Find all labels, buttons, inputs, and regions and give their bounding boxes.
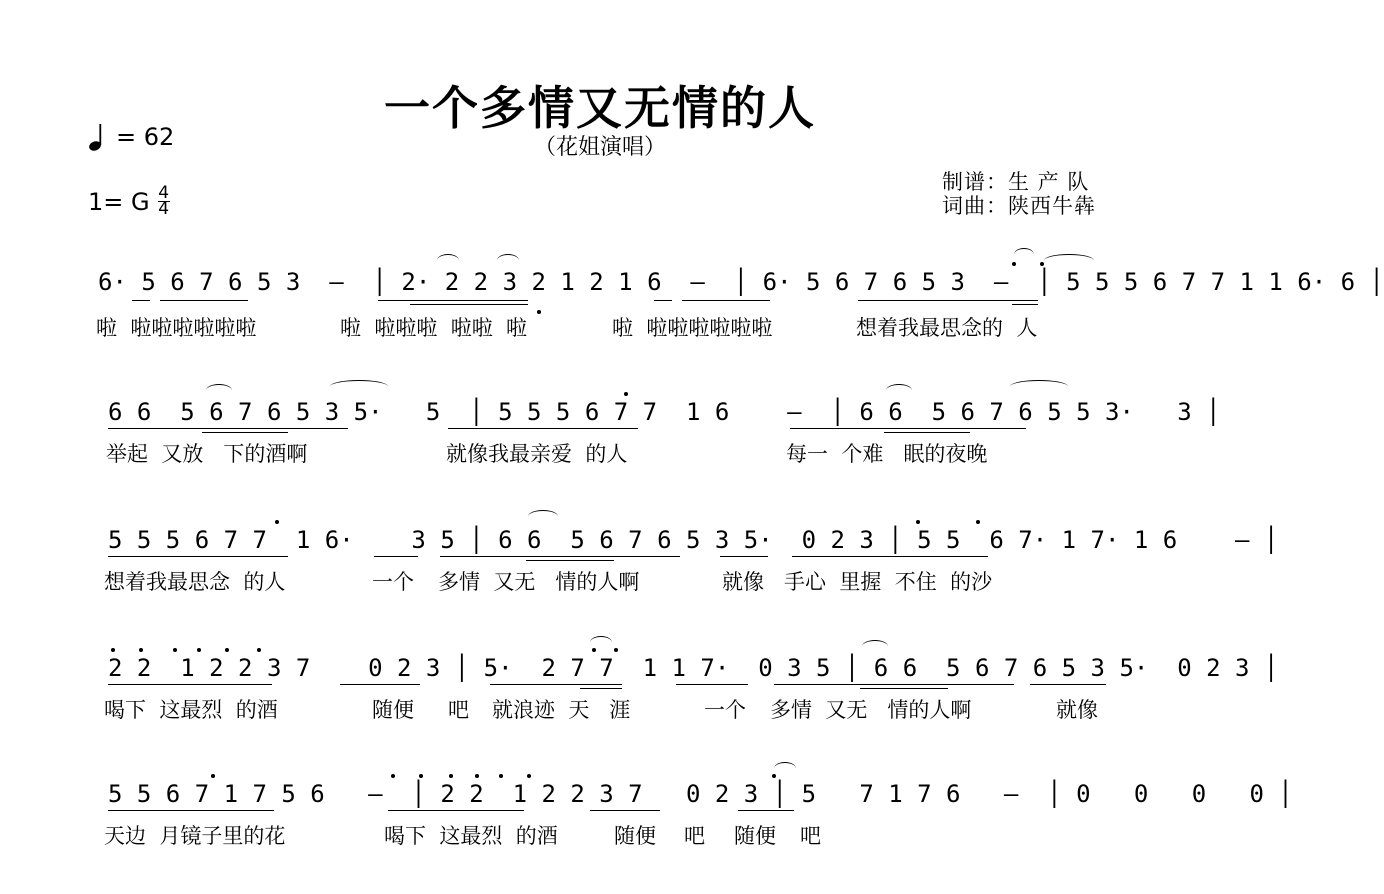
slur — [886, 384, 912, 397]
high-octave-dot — [1040, 262, 1044, 266]
lyric-line-4-phrase-3: 吧 — [448, 698, 469, 722]
lyric-line-3-phrase-3: 多情 又无 情的人啊 — [438, 570, 640, 594]
lyric-line-5-phrase-6: 吧 — [800, 824, 821, 848]
credit-lyrics: 词曲：陕西牛犇 — [942, 194, 1096, 218]
high-octave-dot — [592, 648, 596, 652]
beam — [340, 684, 420, 685]
high-octave-dot — [139, 648, 143, 652]
time-signature-top: 4 — [158, 183, 170, 203]
tempo-value: = 62 — [116, 123, 175, 151]
high-octave-dot — [449, 774, 453, 778]
time-signature-bottom: 4 — [158, 199, 170, 219]
beam — [590, 810, 660, 811]
high-octave-dot — [419, 774, 423, 778]
slur — [862, 640, 888, 653]
lyric-line-3-phrase-1: 想着我最思念 的人 — [104, 570, 286, 594]
beam — [202, 432, 288, 433]
slur — [528, 510, 558, 523]
beam — [108, 556, 288, 557]
tempo-marking — [88, 122, 174, 152]
slur — [774, 762, 796, 775]
lyric-line-5-phrase-4: 吧 — [684, 824, 705, 848]
key-signature — [88, 183, 170, 219]
beam — [410, 304, 528, 305]
lyric-line-4-phrase-7: 就像 — [1056, 698, 1098, 722]
lyric-line-4-phrase-6: 多情 又无 情的人啊 — [770, 698, 972, 722]
beam — [108, 428, 348, 429]
beam — [374, 556, 418, 557]
high-octave-dot — [1012, 262, 1016, 266]
lyric-line-4-phrase-4: 就浪迹 天 涯 — [492, 698, 631, 722]
beam — [440, 556, 680, 557]
beam — [160, 300, 248, 301]
notes-line-1: 6· 5 6 7 6 5 3 – │ 2· 2 2 3 2 1 2 1 6 – │ 6· 5 6 7 6 5 3 – │ 5 5 5 6 7 7 1 1 6· 6 │ — [98, 268, 1384, 296]
beam — [792, 556, 988, 557]
high-octave-dot — [527, 774, 531, 778]
beam — [884, 432, 970, 433]
slur — [437, 254, 459, 267]
slur — [1014, 248, 1034, 261]
lyric-line-2-phrase-1: 举起 又放 下的酒啊 — [106, 442, 308, 466]
score-line-5 — [0, 774, 1293, 894]
beam — [860, 688, 948, 689]
beam — [1030, 684, 1106, 685]
high-octave-dot — [475, 774, 479, 778]
song-title: 一个多情又无情的人 — [384, 81, 816, 135]
quarter-note-icon — [88, 122, 106, 152]
high-octave-dot — [614, 648, 618, 652]
high-octave-dot — [916, 520, 920, 524]
beam — [720, 556, 768, 557]
high-octave-dot — [197, 648, 201, 652]
high-octave-dot — [225, 648, 229, 652]
beam — [132, 300, 150, 301]
high-octave-dot — [111, 648, 115, 652]
high-octave-dot — [499, 774, 503, 778]
beam — [388, 810, 524, 811]
lyric-line-5-phrase-3: 随便 — [614, 824, 656, 848]
notes-line-5: 5 5 6 7 1 7 5 6 – │ 2 2 1 2 2 3 7 0 2 3 │ 5 7 1 7 6 – │ 0 0 0 0 │ — [108, 780, 1293, 808]
singer-subtitle: （花姐演唱） — [533, 135, 666, 160]
score-line-3 — [0, 520, 1279, 640]
slur — [206, 384, 232, 397]
lyric-line-4-phrase-2: 随便 — [372, 698, 414, 722]
beam — [1012, 304, 1038, 305]
high-octave-dot — [173, 648, 177, 652]
tie — [330, 380, 388, 393]
credits — [942, 170, 1096, 218]
beam — [774, 684, 1014, 685]
tie — [1010, 380, 1068, 393]
lyric-line-2-phrase-3: 每一 个难 眠的夜晚 — [786, 442, 988, 466]
lyric-line-5-phrase-1: 天边 月镜子里的花 — [104, 824, 286, 848]
beam — [676, 684, 748, 685]
score-line-1 — [0, 262, 1384, 382]
notes-line-4: 2 2 1 2 2 3 7 0 2 3 │ 5· 2 7 7 1 1 7· 0 3 5 │ 6 6 5 6 7 6 5 3 5· 0 2 3 │ — [108, 654, 1279, 682]
score-line-4 — [0, 648, 1279, 768]
high-octave-dot — [391, 774, 395, 778]
beam — [858, 300, 1038, 301]
lyric-line-5-phrase-5: 随便 — [734, 824, 776, 848]
high-octave-dot — [257, 648, 261, 652]
high-octave-dot — [624, 392, 628, 396]
key-label: 1= G — [88, 187, 150, 216]
beam — [790, 428, 1026, 429]
high-octave-dot — [275, 520, 279, 524]
lyric-line-5-phrase-2: 喝下 这最烈 的酒 — [384, 824, 558, 848]
lyric-line-1-phrase-2: 啦 啦啦啦 啦啦 啦 — [340, 316, 528, 340]
beam — [682, 300, 770, 301]
lyric-line-1-phrase-3: 啦 啦啦啦啦啦啦 — [612, 316, 773, 340]
notes-line-3: 5 5 5 6 7 7 1 6· 3 5 │ 6 6 5 6 7 6 5 3 5· 0 2 3 │ 5 5 6 7· 1 7· 1 6 – │ — [108, 526, 1279, 554]
beam — [108, 684, 272, 685]
lyric-line-1-phrase-4: 想着我最思念的 人 — [856, 316, 1038, 340]
beam — [448, 428, 638, 429]
lyric-line-2-phrase-2: 就像我最亲爱 的人 — [446, 442, 628, 466]
time-signature — [158, 183, 170, 219]
lyric-line-3-phrase-2: 一个 — [372, 570, 414, 594]
credit-notation: 制谱：生 产 队 — [942, 170, 1090, 194]
beam — [378, 300, 528, 301]
notes-line-2: 6 6 5 6 7 6 5 3 5· 5 │ 5 5 5 6 7 7 1 6 – │ 6 6 5 6 7 6 5 5 3· 3 │ — [108, 398, 1221, 426]
beam — [490, 684, 622, 685]
beam — [580, 688, 622, 689]
low-octave-dot — [537, 310, 541, 314]
tie — [1044, 254, 1094, 267]
beam — [108, 810, 274, 811]
high-octave-dot — [976, 520, 980, 524]
lyric-line-3-phrase-4: 就像 手心 里握 不住 的沙 — [722, 570, 993, 594]
high-octave-dot — [772, 774, 776, 778]
lyric-line-4-phrase-5: 一个 — [704, 698, 746, 722]
beam — [738, 810, 794, 811]
lyric-line-1-phrase-1: 啦 啦啦啦啦啦啦 — [96, 316, 257, 340]
high-octave-dot — [211, 774, 215, 778]
beam — [526, 560, 614, 561]
score-line-2 — [0, 392, 1221, 512]
slur — [497, 254, 519, 267]
lyric-line-4-phrase-1: 喝下 这最烈 的酒 — [104, 698, 278, 722]
beam — [654, 300, 672, 301]
